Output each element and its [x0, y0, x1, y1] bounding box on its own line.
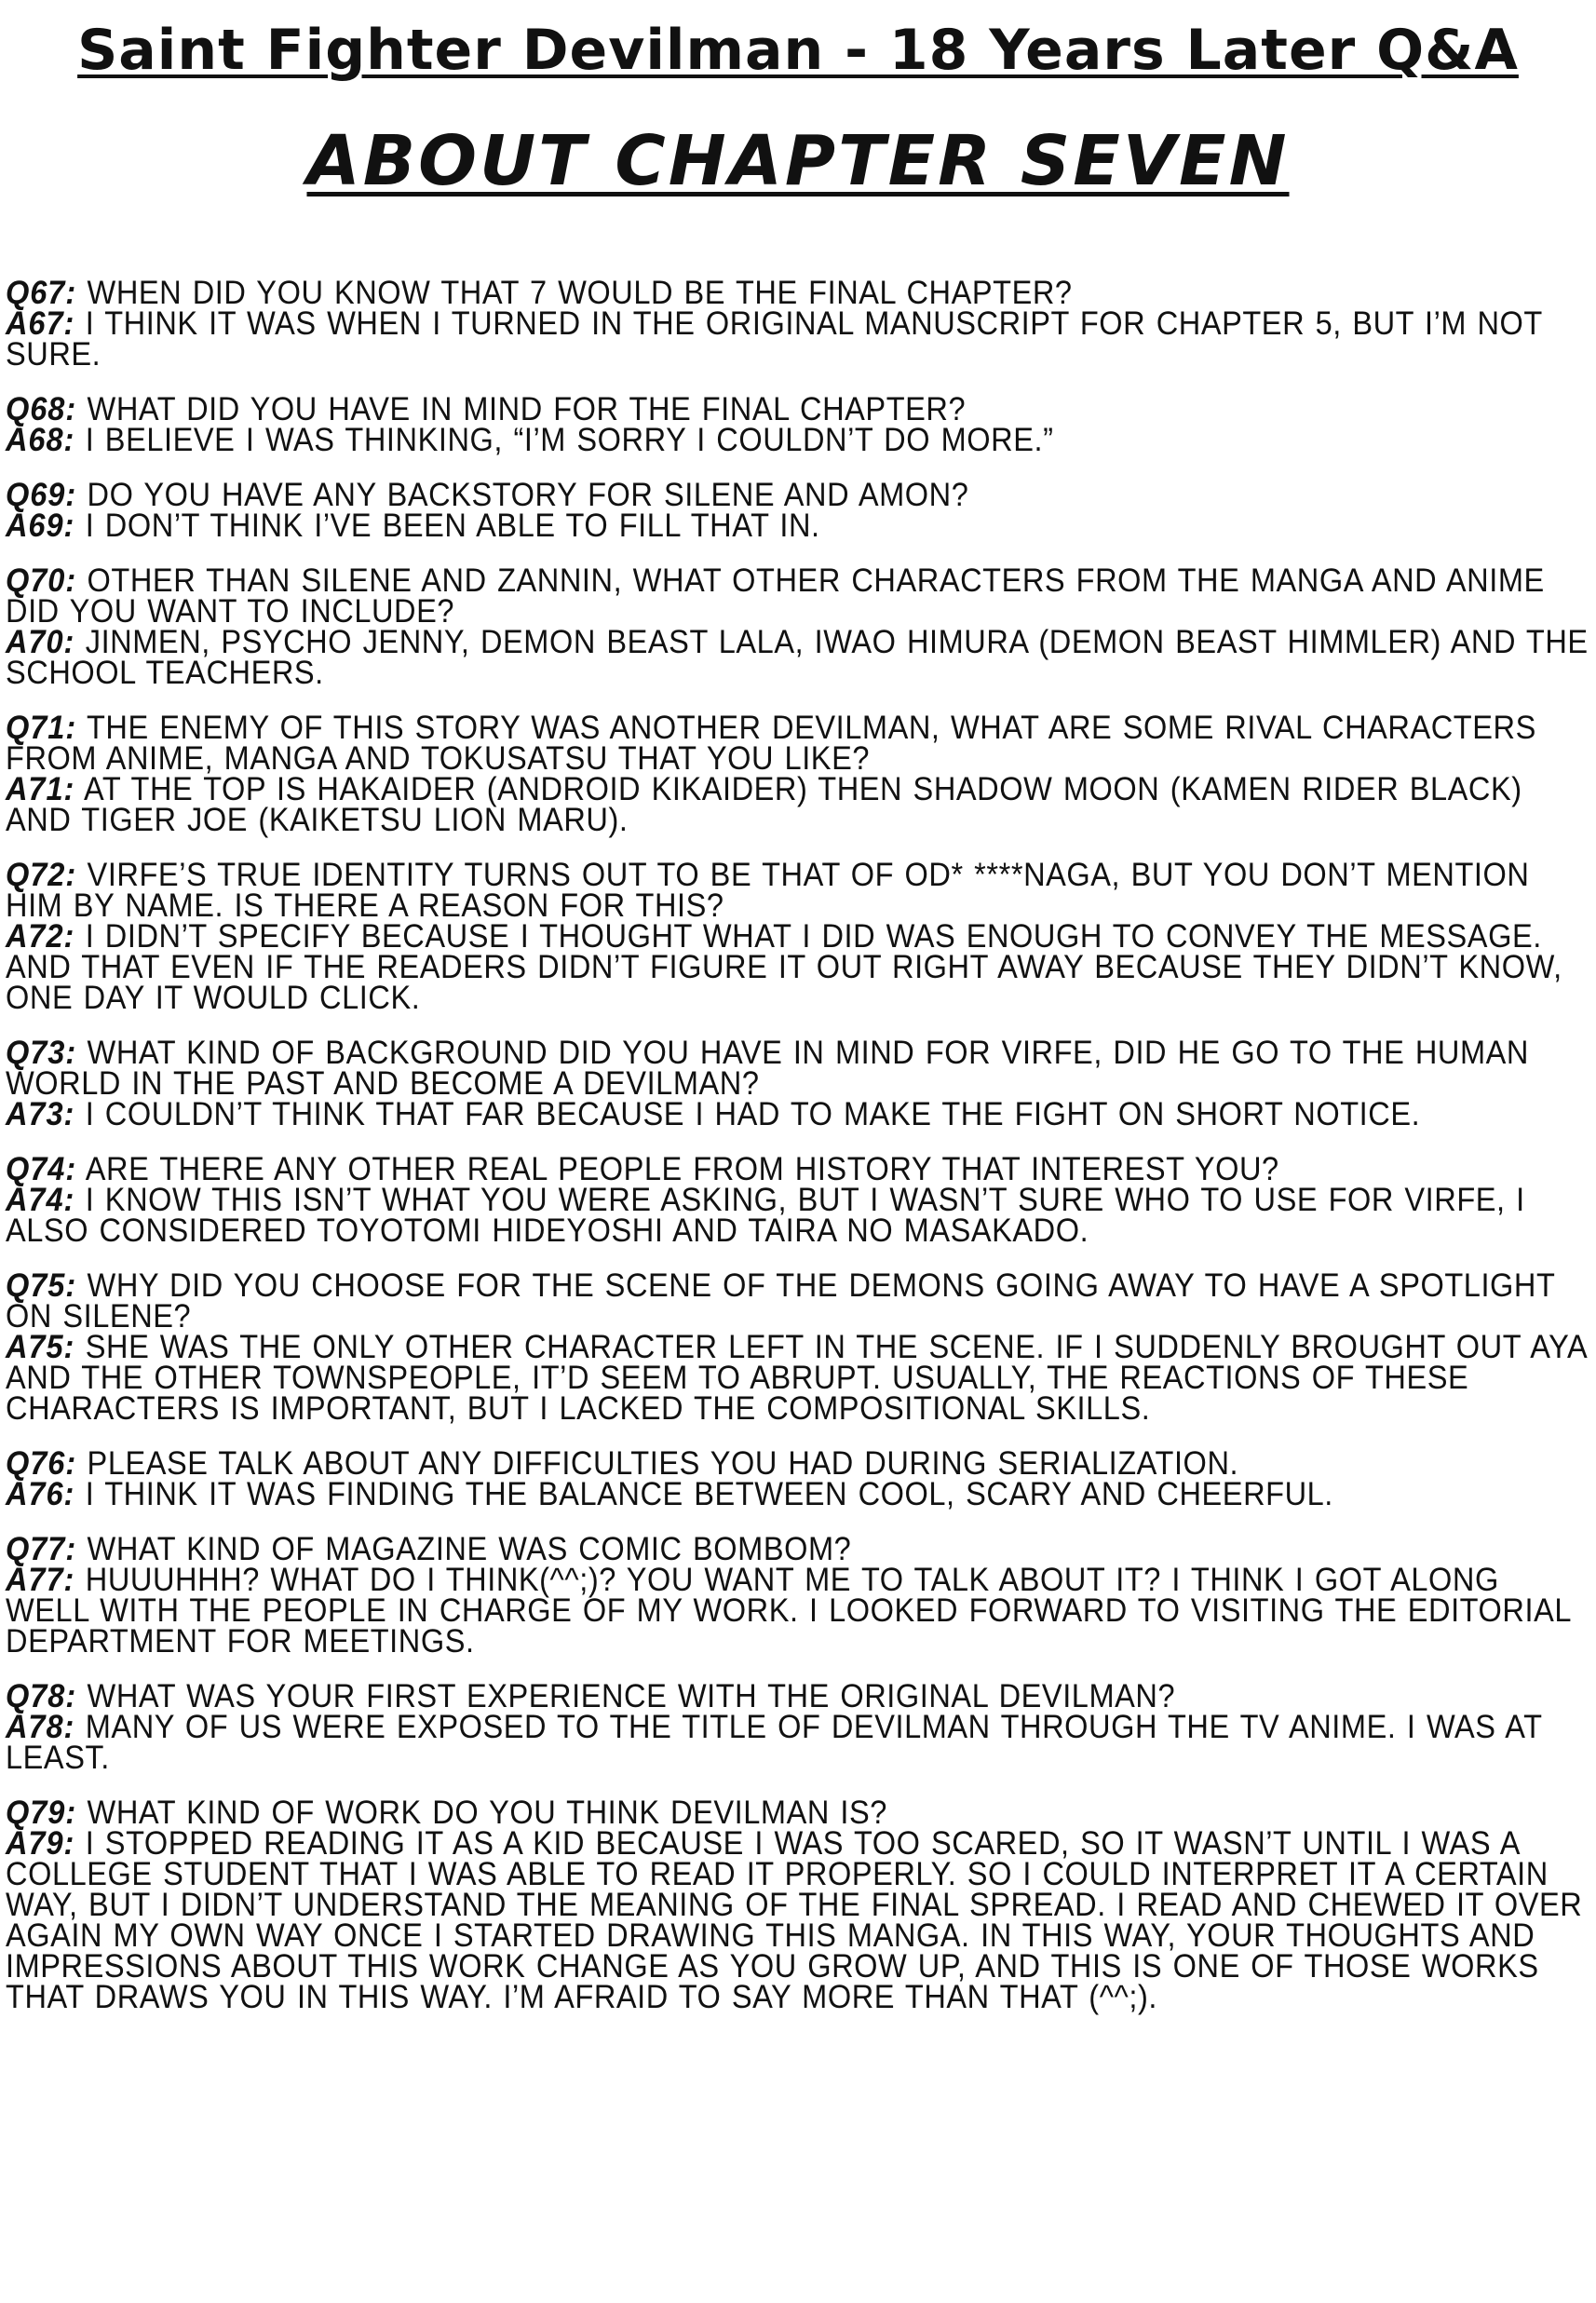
answer-label: A68: — [6, 422, 75, 458]
answer-label: A69: — [6, 508, 75, 544]
question-text: OTHER THAN SILENE AND ZANNIN, WHAT OTHER CHARACTERS FROM THE MANGA AND ANIME DID YOU WANT TO INCLUDE? — [6, 562, 1545, 630]
answer-label: A70: — [6, 624, 75, 660]
question — [6, 1035, 1589, 1102]
question — [6, 1445, 1589, 1482]
question-label: Q79: — [6, 1795, 77, 1831]
answer — [6, 422, 1589, 458]
qa-item-71 — [6, 710, 1589, 838]
page-title: Saint Fighter Devilman - 18 Years Later Q&A — [77, 18, 1519, 83]
question-text: WHY DID YOU CHOOSE FOR THE SCENE OF THE DEMONS GOING AWAY TO HAVE A SPOTLIGHT ON SILENE? — [6, 1267, 1555, 1334]
answer-label: A75: — [6, 1329, 75, 1365]
question-label: Q76: — [6, 1445, 77, 1482]
answer — [6, 1096, 1589, 1132]
question-text: PLEASE TALK ABOUT ANY DIFFICULTIES YOU HAD DURING SERIALIZATION. — [87, 1445, 1239, 1482]
answer-text: I BELIEVE I WAS THINKING, “I’M SORRY I COULDN’T DO MORE.” — [85, 422, 1054, 458]
question-text: ARE THERE ANY OTHER REAL PEOPLE FROM HISTORY THAT INTEREST YOU? — [85, 1151, 1279, 1187]
question — [6, 477, 1589, 513]
question-label: Q72: — [6, 857, 77, 893]
qa-item-78 — [6, 1678, 1589, 1776]
question — [6, 1151, 1589, 1187]
question-label: Q73: — [6, 1035, 77, 1071]
question-text: THE ENEMY OF THIS STORY WAS ANOTHER DEVILMAN, WHAT ARE SOME RIVAL CHARACTERS FROM ANIME, MANGA AND TOKUSATSU THAT YOU LIKE? — [6, 710, 1536, 777]
question — [6, 391, 1589, 427]
qa-list — [6, 275, 1589, 2037]
answer — [6, 1329, 1589, 1427]
answer — [6, 624, 1589, 691]
question — [6, 1678, 1589, 1714]
answer-label: A72: — [6, 918, 75, 955]
answer-label: A74: — [6, 1182, 75, 1218]
qa-item-72 — [6, 857, 1589, 1016]
question-label: Q69: — [6, 477, 77, 513]
answer — [6, 1709, 1589, 1776]
answer — [6, 918, 1589, 1016]
answer-label: A71: — [6, 771, 75, 807]
answer-label: A79: — [6, 1825, 75, 1862]
question-text: WHAT KIND OF MAGAZINE WAS COMIC BOMBOM? — [87, 1531, 852, 1567]
question-label: Q71: — [6, 710, 77, 746]
question-label: Q77: — [6, 1531, 77, 1567]
qa-item-73 — [6, 1037, 1589, 1130]
question — [6, 1267, 1589, 1334]
qa-item-74 — [6, 1151, 1589, 1249]
answer-text: HUUUHHH? WHAT DO I THINK(^^;)? YOU WANT ME TO TALK ABOUT IT? I THINK I GOT ALONG WELL WITH THE PEOPLE IN CHARGE OF MY WORK. I LOOKED FORWARD TO VISITING THE EDITORIAL DEPARTMENT FOR MEETINGS. — [6, 1562, 1571, 1660]
answer-text: JINMEN, PSYCHO JENNY, DEMON BEAST LALA, IWAO HIMURA (DEMON BEAST HIMMLER) AND THE SCHOOL TEACHERS. — [6, 624, 1589, 691]
answer — [6, 1562, 1589, 1660]
question-text: VIRFE’S TRUE IDENTITY TURNS OUT TO BE THAT OF OD* ****NAGA, BUT YOU DON’T MENTION HIM BY NAME. IS THERE A REASON FOR THIS? — [6, 857, 1530, 924]
question-text: DO YOU HAVE ANY BACKSTORY FOR SILENE AND AMON? — [87, 477, 969, 513]
question-text: WHAT KIND OF BACKGROUND DID YOU HAVE IN MIND FOR VIRFE, DID HE GO TO THE HUMAN WORLD IN THE PAST AND BECOME A DEVILMAN? — [6, 1035, 1529, 1102]
answer-label: A76: — [6, 1476, 75, 1512]
question-label: Q78: — [6, 1678, 77, 1714]
qa-item-75 — [6, 1267, 1589, 1427]
answer-label: A73: — [6, 1096, 75, 1132]
answer — [6, 1182, 1589, 1249]
qa-item-67 — [6, 275, 1589, 373]
question-text: WHAT KIND OF WORK DO YOU THINK DEVILMAN IS? — [87, 1795, 887, 1831]
question — [6, 857, 1589, 924]
qa-item-76 — [6, 1445, 1589, 1512]
answer — [6, 508, 1589, 544]
answer-text: I DIDN’T SPECIFY BECAUSE I THOUGHT WHAT I DID WAS ENOUGH TO CONVEY THE MESSAGE. AND THAT EVEN IF THE READERS DIDN’T FIGURE IT OUT RIGHT AWAY BECAUSE THEY DIDN’T KNOW, ONE DAY IT WOULD CLICK. — [6, 918, 1562, 1016]
answer — [6, 1476, 1589, 1512]
answer-text: I THINK IT WAS WHEN I TURNED IN THE ORIGINAL MANUSCRIPT FOR CHAPTER 5, BUT I’M NOT SURE. — [6, 305, 1543, 373]
question-label: Q68: — [6, 391, 77, 427]
qa-item-79 — [6, 1795, 1589, 2015]
answer-text: I KNOW THIS ISN’T WHAT YOU WERE ASKING, BUT I WASN’T SURE WHO TO USE FOR VIRFE, I ALSO CONSIDERED TOYOTOMI HIDEYOSHI AND TAIRA NO MASAKADO. — [6, 1182, 1525, 1249]
question-text: WHAT DID YOU HAVE IN MIND FOR THE FINAL CHAPTER? — [87, 391, 967, 427]
qa-item-77 — [6, 1531, 1589, 1660]
answer — [6, 771, 1589, 838]
qa-item-70 — [6, 562, 1589, 691]
answer-label: A77: — [6, 1562, 75, 1598]
answer-text: I DON’T THINK I’VE BEEN ABLE TO FILL THAT IN. — [85, 508, 820, 544]
question — [6, 710, 1589, 777]
question — [6, 562, 1589, 630]
answer-text: AT THE TOP IS HAKAIDER (ANDROID KIKAIDER) THEN SHADOW MOON (KAMEN RIDER BLACK) AND TIGER JOE (KAIKETSU LION MARU). — [6, 771, 1522, 838]
question-text: WHAT WAS YOUR FIRST EXPERIENCE WITH THE ORIGINAL DEVILMAN? — [87, 1678, 1176, 1714]
answer-text: I THINK IT WAS FINDING THE BALANCE BETWEEN COOL, SCARY AND CHEERFUL. — [85, 1476, 1333, 1512]
question — [6, 275, 1589, 311]
question — [6, 1795, 1589, 1831]
question-label: Q75: — [6, 1267, 77, 1304]
question — [6, 1531, 1589, 1567]
question-text: WHEN DID YOU KNOW THAT 7 WOULD BE THE FINAL CHAPTER? — [87, 275, 1073, 311]
answer — [6, 1825, 1589, 2015]
answer-label: A67: — [6, 305, 75, 342]
question-label: Q70: — [6, 562, 77, 599]
question-label: Q67: — [6, 275, 77, 311]
answer-label: A78: — [6, 1709, 75, 1745]
qa-item-68 — [6, 391, 1589, 458]
answer — [6, 305, 1589, 373]
question-label: Q74: — [6, 1151, 77, 1187]
page-subtitle: ABOUT CHAPTER SEVEN — [306, 121, 1290, 201]
answer-text: I STOPPED READING IT AS A KID BECAUSE I WAS TOO SCARED, SO IT WASN’T UNTIL I WAS A COLLEGE STUDENT THAT I WAS ABLE TO READ IT PROPERLY. SO I COULD INTERPRET IT A CERTAIN WAY, BUT I DIDN’T UNDERSTAND THE MEANING OF THE FINAL SPREAD. I READ AND CHEWED IT OVER AGAIN MY OWN WAY ONCE I STARTED DRAWING THIS MANGA. IN THIS WAY, YOUR THOUGHTS AND IMPRESSIONS ABOUT THIS WORK CHANGE AS YOU GROW UP, AND THIS IS ONE OF THOSE WORKS THAT DRAWS YOU IN THIS WAY. I’M AFRAID TO SAY MORE THAN THAT (^^;). — [6, 1825, 1583, 2015]
qa-item-69 — [6, 477, 1589, 544]
answer-text: I COULDN’T THINK THAT FAR BECAUSE I HAD TO MAKE THE FIGHT ON SHORT NOTICE. — [85, 1096, 1421, 1132]
answer-text: MANY OF US WERE EXPOSED TO THE TITLE OF DEVILMAN THROUGH THE TV ANIME. I WAS AT LEAST. — [6, 1709, 1542, 1776]
answer-text: SHE WAS THE ONLY OTHER CHARACTER LEFT IN THE SCENE. IF I SUDDENLY BROUGHT OUT AYA AND THE OTHER TOWNSPEOPLE, IT’D SEEM TO ABRUPT. USUALLY, THE REACTIONS OF THESE CHARACTERS IS IMPORTANT, BUT I LACKED THE COMPOSITIONAL SKILLS. — [6, 1329, 1587, 1427]
